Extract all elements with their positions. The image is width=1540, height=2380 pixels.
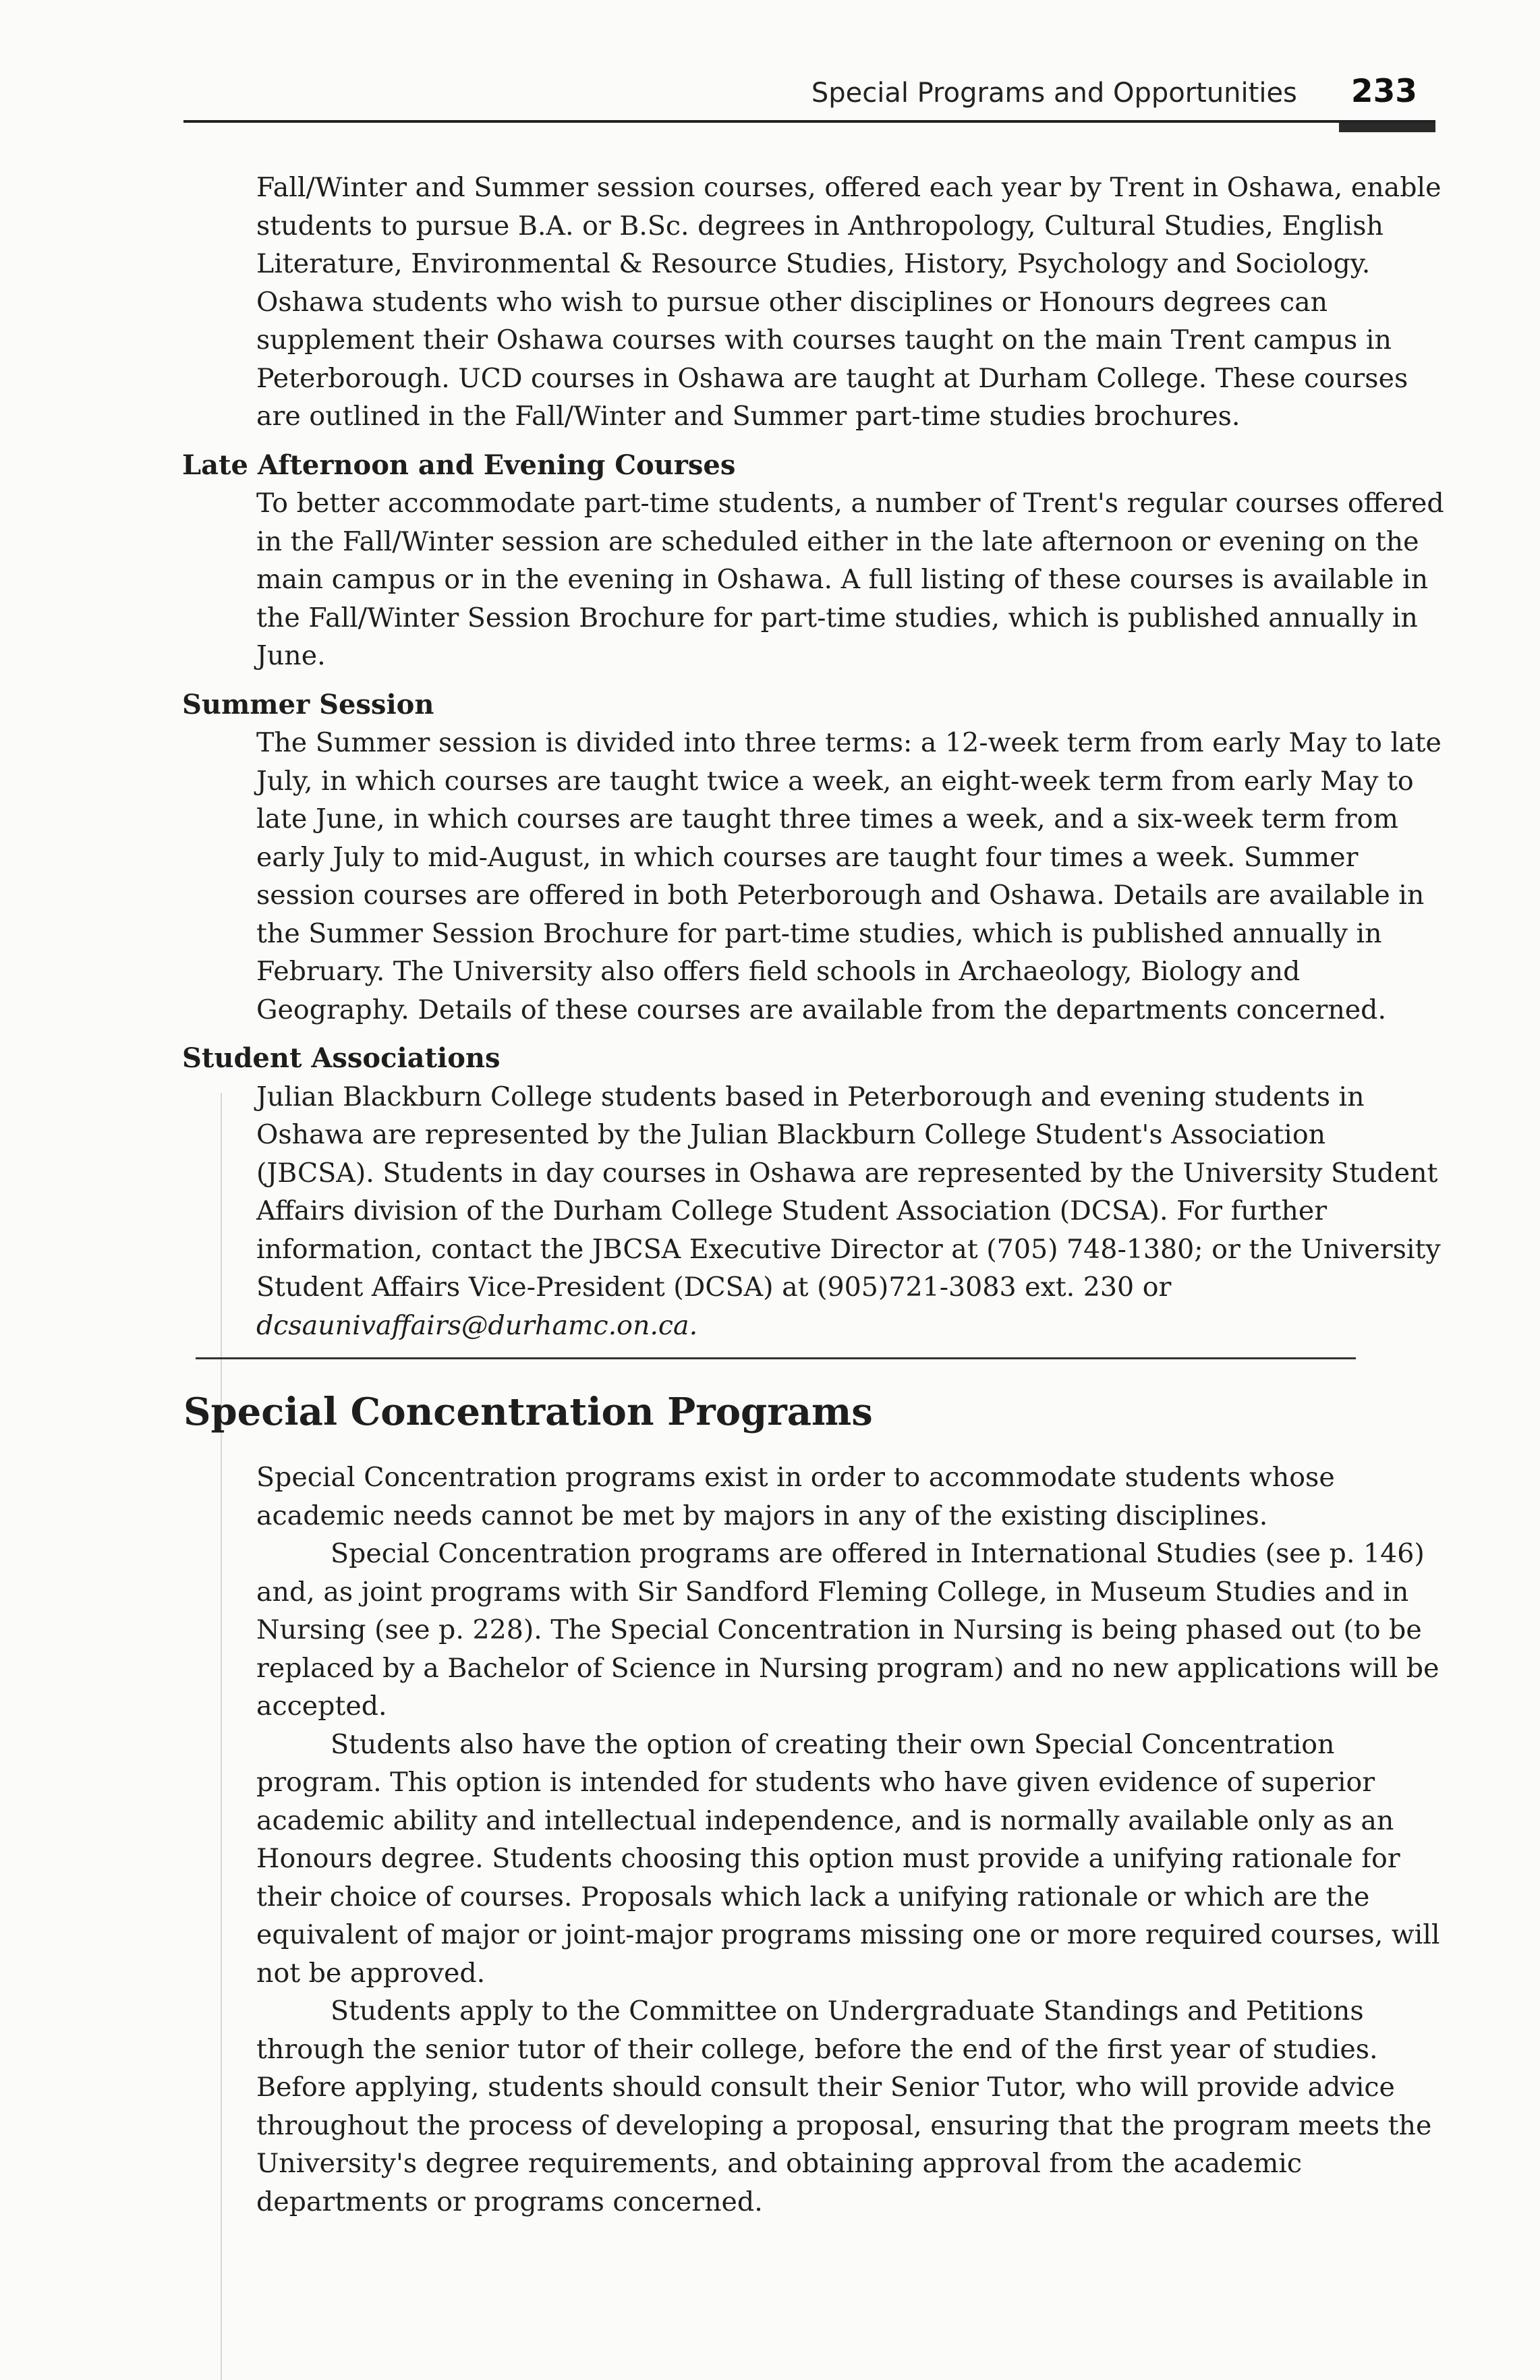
top-body (182, 169, 1450, 1344)
late-afternoon-heading: Late Afternoon and Evening Courses (182, 449, 736, 481)
intro-paragraph: Fall/Winter and Summer session courses, offered each year by Trent in Oshawa, enable students to pursue B.A. or B.Sc. degrees in Anthropology, Cultural Studies, English Literature, Environmental & Resource Studies, History, Psychology and Sociology. Oshawa students who wish to pursue other disciplines or Honours degrees can supplement their Oshawa courses with courses taught on the main Trent campus in Peterborough. UCD courses in Oshawa are taught at Durham College. These courses are outlined in the Fall/Winter and Summer part-time studies brochures. (256, 172, 1442, 432)
special-concentration-paragraph-3: Students also have the option of creating their own Special Concentration program. This option is intended for students who have given evidence of superior academic ability and intellectual independence, and is normally available only as an Honours degree. Students choosing this option must provide a unifying rationale for their choice of courses. Proposals which lack a unifying rationale or which are the equivalent of major or joint-major programs missing one or more required courses, will not be approved. (256, 1728, 1440, 1989)
student-associations-heading: Student Associations (182, 1042, 501, 1074)
special-concentration-body (256, 1458, 1450, 2221)
section-divider (196, 1357, 1356, 1359)
late-afternoon-paragraph: To better accommodate part-time students, a number of Trent's regular courses offered in the Fall/Winter session are scheduled either in the late afternoon or evening on the main campus or in the evening in Oshawa. A full listing of these courses is available in the Fall/Winter Session Brochure for part-time studies, which is published annually in June. (256, 488, 1444, 671)
summer-session-paragraph: The Summer session is divided into three terms: a 12-week term from early May to late July, in which courses are taught twice a week, an eight-week term from early May to late June, in which courses are taught three times a week, and a six-week term from early July to mid-August, in which courses are taught four times a week. Summer session courses are offered in both Peterborough and Oshawa. Details are available in the Summer Session Brochure for part-time studies, which is published annually in February. The University also offers field schools in Archaeology, Biology and Geography. Details of these courses are available from the departments concerned. (256, 727, 1442, 1025)
running-header-title: Special Programs and Opportunities (811, 78, 1297, 109)
student-associations-text: Julian Blackburn College students based in Peterborough and evening students in Oshawa are represented by the Julian Blackburn College Student's Association (JBCSA). Students in day courses in Oshawa are represented by the University Student Affairs division of the Durham College Student Association (DCSA). For further information, contact the JBCSA Executive Director at (705) 748-1380; or the University Student Affairs Vice-President (DCSA) at (905)721-3083 ext. 230 or (256, 1081, 1441, 1303)
special-concentration-paragraph-1: Special Concentration programs exist in order to accommodate students whose academic needs cannot be met by majors in any of the existing disciplines. (256, 1462, 1335, 1531)
special-concentration-heading: Special Concentration Programs (183, 1390, 873, 1434)
student-associations-paragraph (182, 1078, 1450, 1345)
page-number: 233 (1350, 73, 1417, 110)
dcsa-email: dcsaunivaffairs@durhamc.on.ca. (256, 1309, 698, 1341)
header-rule (183, 120, 1435, 123)
special-concentration-paragraph-4: Students apply to the Committee on Undergraduate Standings and Petitions through the senior tutor of their college, before the end of the first year of studies. Before applying, students should consult their Senior Tutor, who will provide advice throughout the process of developing a proposal, ensuring that the program meets the University's degree requirements, and obtaining approval from the academic departments or programs concerned. (256, 1995, 1432, 2217)
header-rule-accent (1339, 123, 1435, 132)
running-header (811, 73, 1417, 110)
summer-session-heading: Summer Session (182, 688, 434, 720)
special-concentration-paragraph-2: Special Concentration programs are offered in International Studies (see p. 146) and, as joint programs with Sir Sandford Fleming College, in Museum Studies and in Nursing (see p. 228). The Special Concentration in Nursing is being phased out (to be replaced by a Bachelor of Science in Nursing program) and no new applications will be accepted. (256, 1538, 1439, 1722)
